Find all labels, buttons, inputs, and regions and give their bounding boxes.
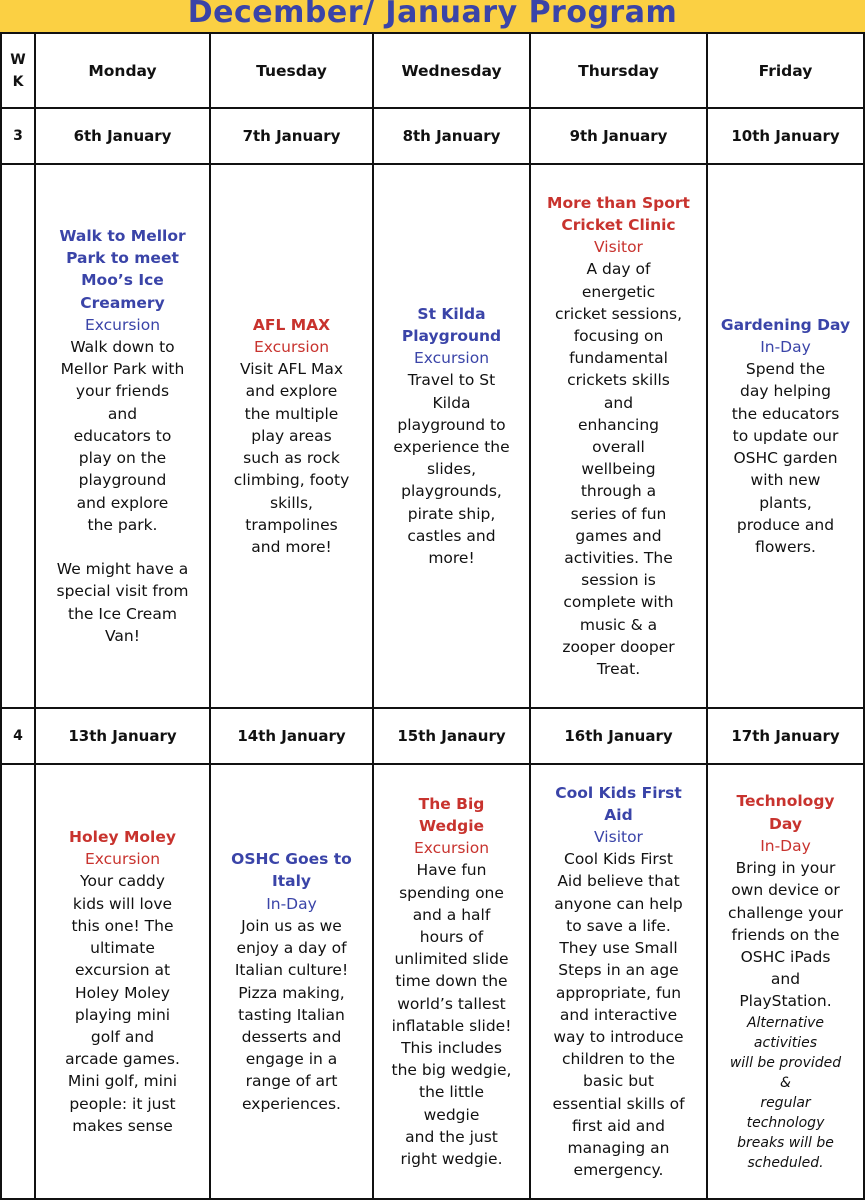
activity-cell <box>531 765 708 1200</box>
activity-type: Excursion <box>84 315 161 334</box>
activity-block <box>386 793 518 1170</box>
activity-name: OSHC Goes to Italy <box>231 850 352 891</box>
header-day-cell <box>708 32 865 109</box>
header-day-cell <box>211 32 374 109</box>
activity-description: Travel to St Kilda playground to experience the slides, playgrounds, pirate ship, castles and more! <box>393 371 510 568</box>
day-header-tuesday: Tuesday <box>256 61 327 80</box>
activity-block <box>546 782 690 1182</box>
header-day-cell <box>531 32 708 109</box>
day-header-monday: Monday <box>88 61 157 80</box>
activity-cell <box>374 165 531 709</box>
date-cell <box>708 709 865 765</box>
activity-type: Excursion <box>413 839 490 858</box>
date-label: 10th January <box>731 127 840 145</box>
activity-block <box>541 192 696 680</box>
date-label: 17th January <box>731 727 840 745</box>
date-label: 15th Janaury <box>397 727 506 745</box>
activity-name: Cool Kids First Aid <box>555 783 682 824</box>
activity-description: A day of energetic cricket sessions, focusing on fundamental crickets skills and enhancing overall wellbeing through a series of fun games and activities. The session is complete with music & a zooper dooper Treat. <box>554 260 683 679</box>
activity-block <box>51 225 195 647</box>
activity-name: Holey Moley <box>69 828 176 847</box>
date-cell <box>374 109 531 165</box>
date-label: 9th January <box>569 127 668 145</box>
activity-description: Your caddy kids will love this one! The ultimate excursion at Holey Moley playing mini golf and arcade games. Mini golf, mini people: it just makes sense <box>65 872 180 1135</box>
activity-description: Join us as we enjoy a day of Italian culture! Pizza making, tasting Italian desserts and engage in a range of art experiences. <box>234 916 349 1113</box>
date-cell <box>36 709 211 765</box>
date-label: 13th January <box>68 727 177 745</box>
date-label: 16th January <box>564 727 673 745</box>
date-label: 6th January <box>73 127 172 145</box>
activity-block <box>387 303 515 569</box>
week-number: 4 <box>13 728 23 744</box>
date-label: 8th January <box>402 127 501 145</box>
activity-description: Have fun spending one and a half hours of unlimited slide time down the world’s tallest inflatable slide! This includes the big wedgie, the little wedgie and the just right wedgie. <box>391 861 512 1169</box>
date-cell <box>374 709 531 765</box>
activity-name: Gardening Day <box>720 315 851 334</box>
activity-description: Cool Kids First Aid believe that anyone can help to save a life. They use Small Steps in an age appropriate, fun and interactive way to introduce children to the basic but essential skills of first aid and managing an emergency. <box>552 850 685 1180</box>
activity-cell <box>211 765 374 1200</box>
activity-type: Visitor <box>594 238 643 257</box>
week-number: 3 <box>13 128 23 144</box>
activity-name: Technology Day <box>736 792 835 833</box>
week-number-cell <box>0 709 36 765</box>
activity-cell <box>36 765 211 1200</box>
activity-name: The Big Wedgie <box>418 794 485 835</box>
date-label: 7th January <box>242 127 341 145</box>
date-cell <box>708 109 865 165</box>
activity-block <box>59 826 186 1137</box>
activity-cell <box>211 165 374 709</box>
title-banner <box>0 0 865 32</box>
date-cell <box>531 109 708 165</box>
activity-type: In-Day <box>266 894 317 913</box>
day-header-thursday: Thursday <box>578 61 659 80</box>
page-title: December/ January Program <box>187 0 678 30</box>
week-spacer-cell <box>0 165 36 709</box>
activity-cell <box>531 165 708 709</box>
header-day-cell <box>36 32 211 109</box>
activity-name: More than Sport Cricket Clinic <box>547 193 690 234</box>
header-wk-cell <box>0 32 36 109</box>
activity-name: Walk to Mellor Park to meet Moo’s Ice Creamery <box>59 227 186 312</box>
activity-type: Excursion <box>84 850 161 869</box>
header-wk-label: W K <box>10 51 26 90</box>
activity-block <box>228 314 356 558</box>
date-cell <box>211 709 374 765</box>
date-cell <box>531 709 708 765</box>
activity-cell <box>708 765 865 1200</box>
activity-name: AFL MAX <box>252 315 331 334</box>
activity-type: In-Day <box>760 338 811 357</box>
program-table <box>0 32 865 1200</box>
activity-note: Alternative activities will be provided & regular technology breaks will be scheduled. <box>729 1014 842 1171</box>
activity-block <box>722 790 849 1172</box>
day-header-wednesday: Wednesday <box>401 61 502 80</box>
header-day-cell <box>374 32 531 109</box>
activity-name: St Kilda Playground <box>401 304 502 345</box>
activity-type: In-Day <box>760 836 811 855</box>
week-spacer-cell <box>0 765 36 1200</box>
activity-description: Spend the day helping the educators to update our OSHC garden with new plants, produce and flowers. <box>731 360 840 556</box>
activity-description: Visit AFL Max and explore the multiple play areas such as rock climbing, footy skills, trampolines and more! <box>233 360 350 556</box>
activity-cell <box>708 165 865 709</box>
activity-type: Excursion <box>413 349 490 368</box>
date-label: 14th January <box>237 727 346 745</box>
activity-cell <box>36 165 211 709</box>
activity-type: Excursion <box>253 338 330 357</box>
activity-block <box>715 314 856 558</box>
date-cell <box>36 109 211 165</box>
date-cell <box>211 109 374 165</box>
day-header-friday: Friday <box>758 61 813 80</box>
activity-block <box>225 848 358 1114</box>
activity-type: Visitor <box>594 828 643 847</box>
week-number-cell <box>0 109 36 165</box>
activity-description: Bring in your own device or challenge your friends on the OSHC iPads and PlayStation. <box>728 859 843 1011</box>
activity-description: Walk down to Mellor Park with your friends and educators to play on the playground and explore the park. We might have a special visit from the Ice Cream Van! <box>56 338 189 645</box>
activity-cell <box>374 765 531 1200</box>
